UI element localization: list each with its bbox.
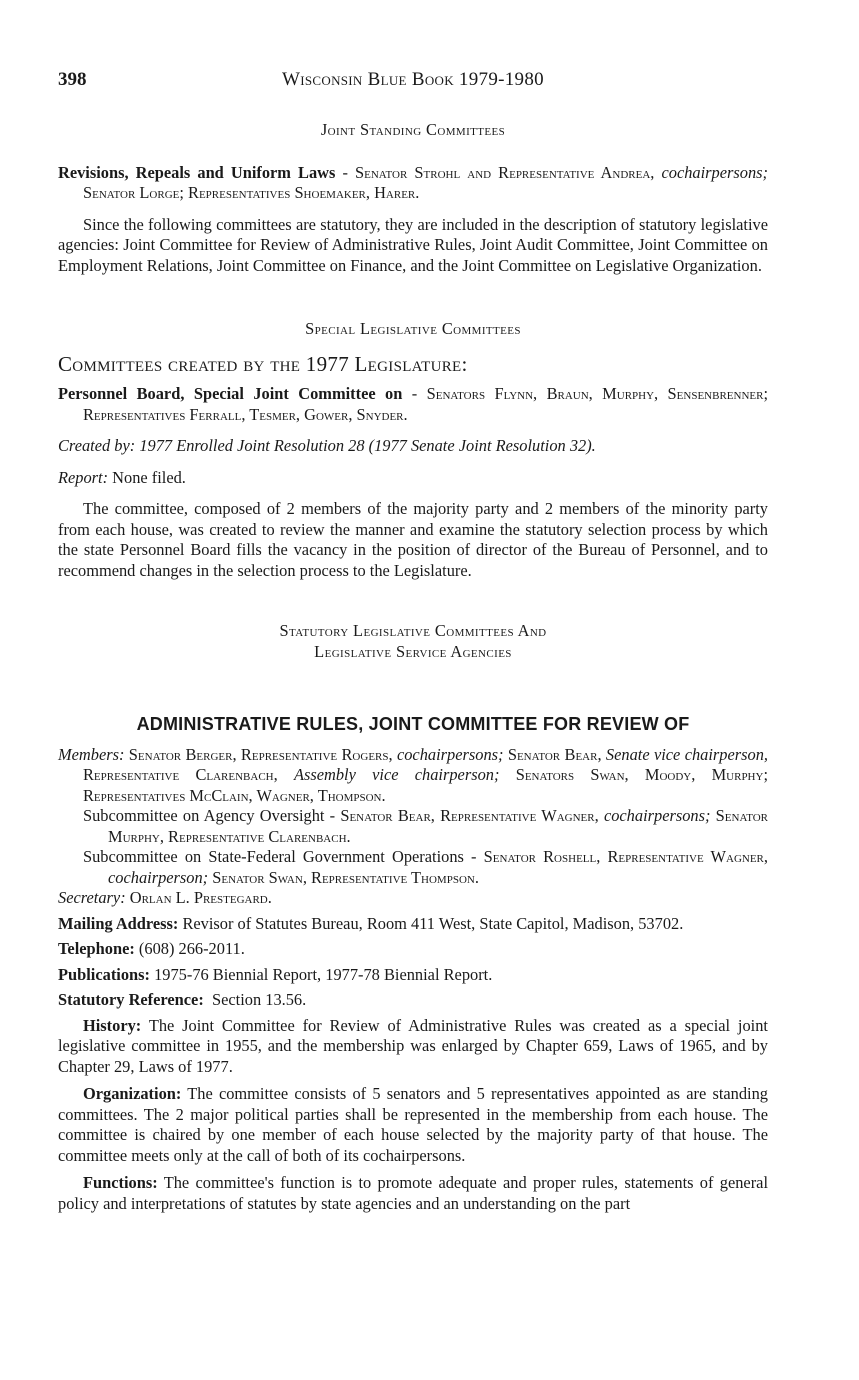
functions-label: Functions: xyxy=(83,1173,158,1192)
telephone-line xyxy=(58,939,768,960)
publications-label: Publications: xyxy=(58,964,150,984)
history-label: History: xyxy=(83,1015,142,1035)
members-m1-role: cochairpersons; xyxy=(396,744,504,764)
sub1-name: Subcommittee on Agency Oversight - xyxy=(83,806,341,825)
sub2-members-b: Senator Swan, Representative Thompson. xyxy=(208,867,479,887)
members-m2: Senator Bear, xyxy=(503,744,606,764)
publications-value: 1975-76 Biennial Report, 1977-78 Biennial Report. xyxy=(149,964,493,984)
mailing-value: Revisor of Statutes Bureau, Room 411 West, State Capitol, Madison, 53702. xyxy=(178,913,684,933)
history-paragraph xyxy=(58,1016,768,1078)
revisions-label: Revisions, Repeals and Uniform Laws xyxy=(58,162,336,182)
page-number: 398 xyxy=(58,69,87,90)
sub1-role: cochairpersons; xyxy=(603,806,711,825)
members-label: Members: xyxy=(58,744,125,764)
page-header xyxy=(58,62,768,92)
document-page xyxy=(58,62,768,1214)
mailing-label: Mailing Address: xyxy=(58,913,179,933)
statref-label: Statutory Reference: xyxy=(58,990,204,1009)
report-value: None filed. xyxy=(108,467,186,487)
functions-value: The committee's function is to promote adequate and proper rules, statements of general policy and interpretations of statutes by state agencies and an understanding on the part xyxy=(58,1173,768,1213)
created-by xyxy=(58,436,768,457)
subcommittee-oversight xyxy=(58,806,768,847)
personnel-entry xyxy=(58,384,768,425)
statref-line xyxy=(58,990,768,1011)
subcommittee-state-federal xyxy=(58,847,768,888)
sub1-members-b: Senator Murphy, Representative Clarenbach. xyxy=(108,806,768,846)
special-heading: Special Legislative Committees xyxy=(305,319,521,338)
history-value: The Joint Committee for Review of Administrative Rules was created as a special joint legislative committee in 1955, and the membership was enlarged by Chapter 659, Laws of 1965, and by Chapter 29, Laws of 1977. xyxy=(58,1015,768,1076)
joint-standing-heading: Joint Standing Committees xyxy=(320,120,506,139)
secretary-value: Orlan L. Prestegard. xyxy=(125,888,272,907)
personnel-members: Senators Flynn, Braun, Murphy, Sensenbrenner; Representatives Ferrall, Tesmer, Gower, Snyder. xyxy=(83,384,769,424)
telephone-value: (608) 266-2011. xyxy=(134,939,245,958)
publications-line xyxy=(58,965,768,986)
statutory-heading-line1: Statutory Legislative Committees And xyxy=(279,621,547,640)
secretary-line xyxy=(58,888,768,909)
members-m3-role: Assembly vice chairperson; xyxy=(293,765,500,784)
statutory-heading-line2: Legislative Service Agencies xyxy=(314,641,512,661)
report-line xyxy=(58,468,768,489)
admin-rules-title: ADMINISTRATIVE RULES, JOINT COMMITTEE FOR REVIEW OF xyxy=(136,714,690,734)
revisions-cochair: cochairpersons; xyxy=(661,162,769,182)
statref-value: Section 13.56. xyxy=(203,990,307,1009)
organization-label: Organization: xyxy=(83,1084,182,1103)
members-m1: Senator Berger, Representative Rogers, xyxy=(124,744,397,764)
book-title: Wisconsin Blue Book 1979-1980 xyxy=(282,69,544,90)
secretary-label: Secretary: xyxy=(58,888,126,907)
members-entry xyxy=(58,745,768,807)
special-subheading: Committees created by the 1977 Legislature: xyxy=(58,351,468,376)
report-label: Report: xyxy=(58,467,109,487)
organization-value: The committee consists of 5 senators and 5 representatives appointed as are standing committees. The 2 major political parties shall be represented in the membership from each house. The committee is chaired by one member of each house selected by the majority party of that house. The committee meets only at the call of both of its cochairpersons. xyxy=(58,1084,768,1165)
sub1-members: Senator Bear, Representative Wagner, xyxy=(340,806,599,825)
members-m4: Senators Swan, Moody, Murphy; Representatives McClain, Wagner, Thompson. xyxy=(83,765,769,805)
created-by-text: Created by: 1977 Enrolled Joint Resolution 28 (1977 Senate Joint Resolution 32). xyxy=(58,436,596,455)
members-m2-role: Senate vice chairperson, xyxy=(605,744,769,764)
revisions-members-b: Senator Lorge; Representatives Shoemaker, Harer. xyxy=(83,183,420,202)
sub2-role: cochairperson; xyxy=(108,867,209,887)
revisions-members: Senator Strohl and Representative Andrea, xyxy=(355,162,655,182)
members-m3: Representative Clarenbach, xyxy=(83,765,294,784)
revisions-entry xyxy=(58,163,768,204)
special-description: The committee, composed of 2 members of the majority party and 2 members of the minority party from each house, was created to review the manner and examine the statutory selection process by which the state Personnel Board fills the vacancy in the position of director of the Bureau of Personnel, and to recommend changes in the selection process to the Legislature. xyxy=(58,499,768,580)
revisions-sep: - xyxy=(335,162,356,182)
telephone-label: Telephone: xyxy=(58,939,135,958)
personnel-sep: - xyxy=(402,384,427,403)
personnel-label: Personnel Board, Special Joint Committee on xyxy=(58,384,403,403)
mailing-line xyxy=(58,914,768,935)
organization-paragraph xyxy=(58,1084,768,1166)
sub2-name: Subcommittee on State-Federal Government Operations - xyxy=(83,847,484,866)
statutory-note: Since the following committees are statutory, they are included in the description of statutory legislative agencies: Joint Committee for Review of Administrative Rules, Joint Audit Committee, Joint Committee on Employment Relations, Joint Committee on Finance, and the Joint Committee on Legislative Organization. xyxy=(58,214,768,275)
functions-paragraph xyxy=(58,1173,768,1214)
sub2-members: Senator Roshell, Representative Wagner, xyxy=(483,847,768,866)
